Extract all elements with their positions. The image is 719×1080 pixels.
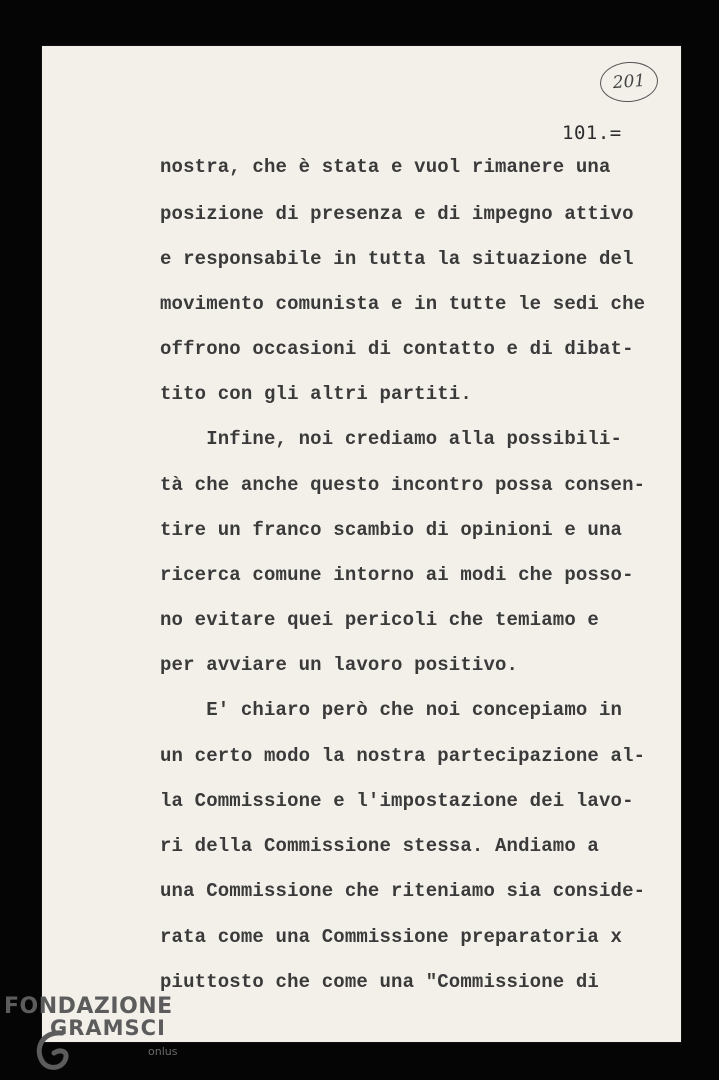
text-line: tito con gli altri partiti. bbox=[160, 383, 472, 405]
text-line: ricerca comune intorno ai modi che posso- bbox=[160, 564, 634, 586]
text-line: tire un franco scambio di opinioni e una bbox=[160, 519, 623, 541]
text-line: piuttosto che come una "Commissione di bbox=[160, 971, 599, 993]
text-line: posizione di presenza e di impegno attivo bbox=[160, 203, 634, 225]
text-line: nostra, che è stata e vuol rimanere una bbox=[160, 156, 611, 178]
watermark-line2: GRAMSCI bbox=[50, 1016, 166, 1040]
text-line: rata come una Commissione preparatoria x bbox=[160, 926, 623, 948]
fondazione-gramsci-watermark bbox=[4, 994, 178, 1058]
text-line: no evitare quei pericoli che temiamo e bbox=[160, 609, 599, 631]
typewritten-page bbox=[42, 46, 681, 1042]
watermark-line1: FONDAZIONE bbox=[4, 994, 173, 1019]
text-line: un certo modo la nostra partecipazione al- bbox=[160, 745, 646, 767]
text-line: E' chiaro però che noi concepiamo in bbox=[160, 699, 623, 721]
text-line: movimento comunista e in tutte le sedi che bbox=[160, 293, 646, 315]
text-line: Infine, noi crediamo alla possibili- bbox=[160, 428, 623, 450]
text-line: tà che anche questo incontro possa consen- bbox=[160, 474, 646, 496]
page-number: 101.= bbox=[562, 122, 622, 144]
folio-mark: 201 bbox=[599, 60, 660, 104]
text-line: offrono occasioni di contatto e di dibat- bbox=[160, 338, 634, 360]
text-line: e responsabile in tutta la situazione del bbox=[160, 248, 634, 270]
text-line: per avviare un lavoro positivo. bbox=[160, 654, 519, 676]
text-line: ri della Commissione stessa. Andiamo a bbox=[160, 835, 599, 857]
text-line: una Commissione che riteniamo sia conside- bbox=[160, 880, 646, 902]
watermark-sub: onlus bbox=[148, 1045, 178, 1058]
text-line: la Commissione e l'impostazione dei lavo- bbox=[160, 790, 634, 812]
